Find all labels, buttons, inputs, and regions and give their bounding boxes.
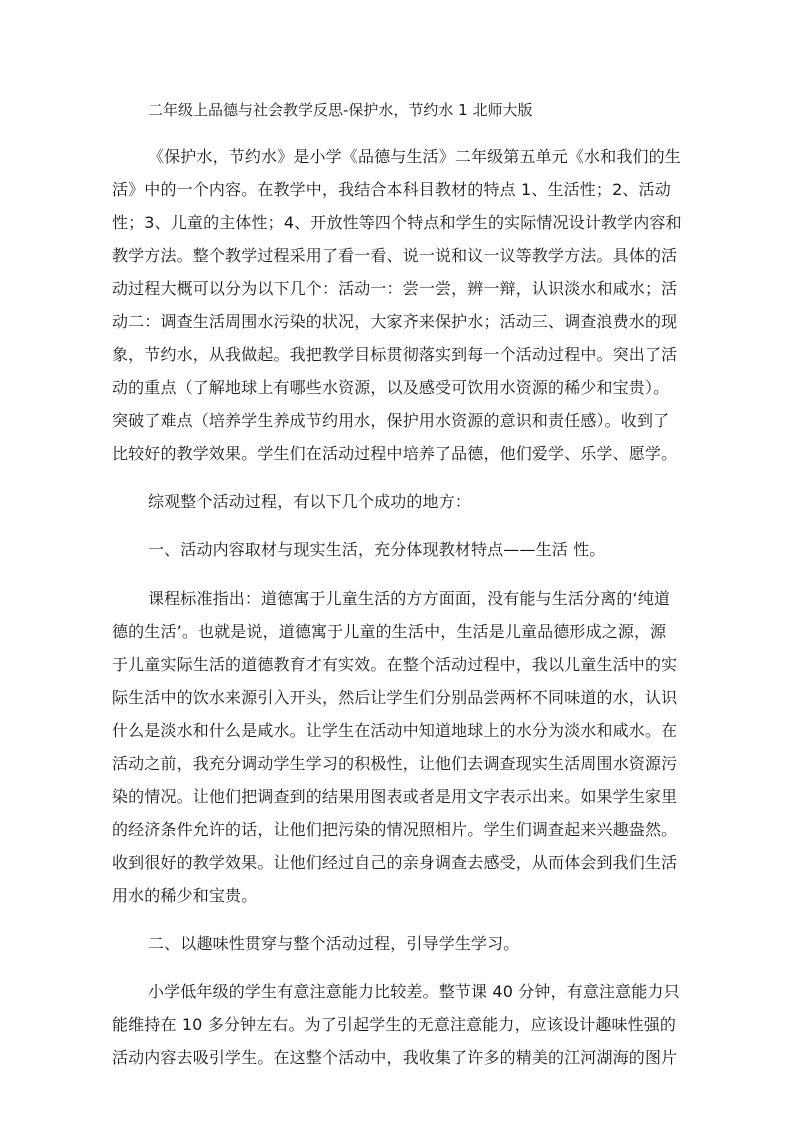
text-line: 小学低年级的学生有意注意能力比较差。整节课 40 分钟，有意注意能力只 bbox=[148, 982, 680, 1001]
text-line: 用水的稀少和宝贵。 bbox=[112, 886, 258, 905]
text-line: 动过程大概可以分为以下几个：活动一：尝一尝，辨一辩，认识淡水和咸水；活 bbox=[112, 279, 678, 298]
text-line: 活动之前，我充分调动学生学习的积极性，让他们去调查现实生活周围水资源污 bbox=[112, 754, 678, 773]
text-line: 活动内容去吸引学生。在这整个活动中，我收集了许多的精美的江河湖海的图片 bbox=[112, 1048, 678, 1067]
text-line: 际生活中的饮水来源引入开头，然后让学生们分别品尝两杯不同味道的水，认识 bbox=[112, 688, 678, 707]
text-line: 于儿童实际生活的道德教育才有实效。在整个活动过程中，我以儿童生活中的实 bbox=[112, 655, 678, 674]
text-line: 德的生活’。也就是说，道德寓于儿童的生活中，生活是儿童品德形成之源，源 bbox=[112, 622, 667, 641]
text-line: 《保护水，节约水》是小学《品德与生活》二年级第五单元《水和我们的生 bbox=[148, 147, 681, 166]
text-line: 比较好的教学效果。学生们在活动过程中培养了品德，他们爱学、乐学、愿学。 bbox=[112, 444, 678, 463]
section-heading: 二、以趣味性贯穿与整个活动过程，引导学生学习。 bbox=[148, 934, 520, 953]
text-line: 染的情况。让他们把调查到的结果用图表或者是用文字表示出来。如果学生家里 bbox=[112, 787, 678, 806]
text-line: 动二：调查生活周围水污染的状况，大家齐来保护水；活动三、调查浪费水的现 bbox=[112, 312, 678, 331]
text-line: 综观整个活动过程，有以下几个成功的地方： bbox=[148, 492, 472, 511]
text-line: 课程标准指出：道德寓于儿童生活的方方面面，没有能与生活分离的‘纯道 bbox=[148, 589, 671, 608]
text-line: 教学方法。整个教学过程采用了看一看、说一说和议一议等教学方法。具体的活 bbox=[112, 246, 678, 265]
document-title: 二年级上品德与社会教学反思-保护水，节约水 1 北师大版 bbox=[148, 101, 533, 119]
text-line: 活》中的一个内容。在教学中，我结合本科目教材的特点 1、生活性；2、活动 bbox=[112, 180, 671, 199]
text-line: 象，节约水，从我做起。我把教学目标贯彻落实到每一个活动过程中。突出了活 bbox=[112, 345, 678, 364]
text-line: 收到很好的教学效果。让他们经过自己的亲身调查去感受，从而体会到我们生活 bbox=[112, 853, 678, 872]
text-line: 动的重点（了解地球上有哪些水资源，以及感受可饮用水资源的稀少和宝贵）。 bbox=[112, 378, 670, 397]
text-line: 能维持在 10 多分钟左右。为了引起学生的无意注意能力，应该设计趣味性强的 bbox=[112, 1015, 677, 1034]
text-line: 突破了难点（培养学生养成节约用水，保护用水资源的意识和责任感）。收到了 bbox=[112, 411, 670, 430]
text-line: 的经济条件允许的话，让他们把污染的情况照相片。学生们调查起来兴趣盎然。 bbox=[112, 820, 678, 839]
text-line: 性；3、儿童的主体性；4、开放性等四个特点和学生的实际情况设计教学内容和 bbox=[112, 213, 682, 232]
text-line: 什么是淡水和什么是咸水。让学生在活动中知道地球上的水分为淡水和咸水。在 bbox=[112, 721, 678, 740]
section-heading: 一、活动内容取材与现实生活，充分体现教材特点——生活 性。 bbox=[148, 540, 606, 559]
